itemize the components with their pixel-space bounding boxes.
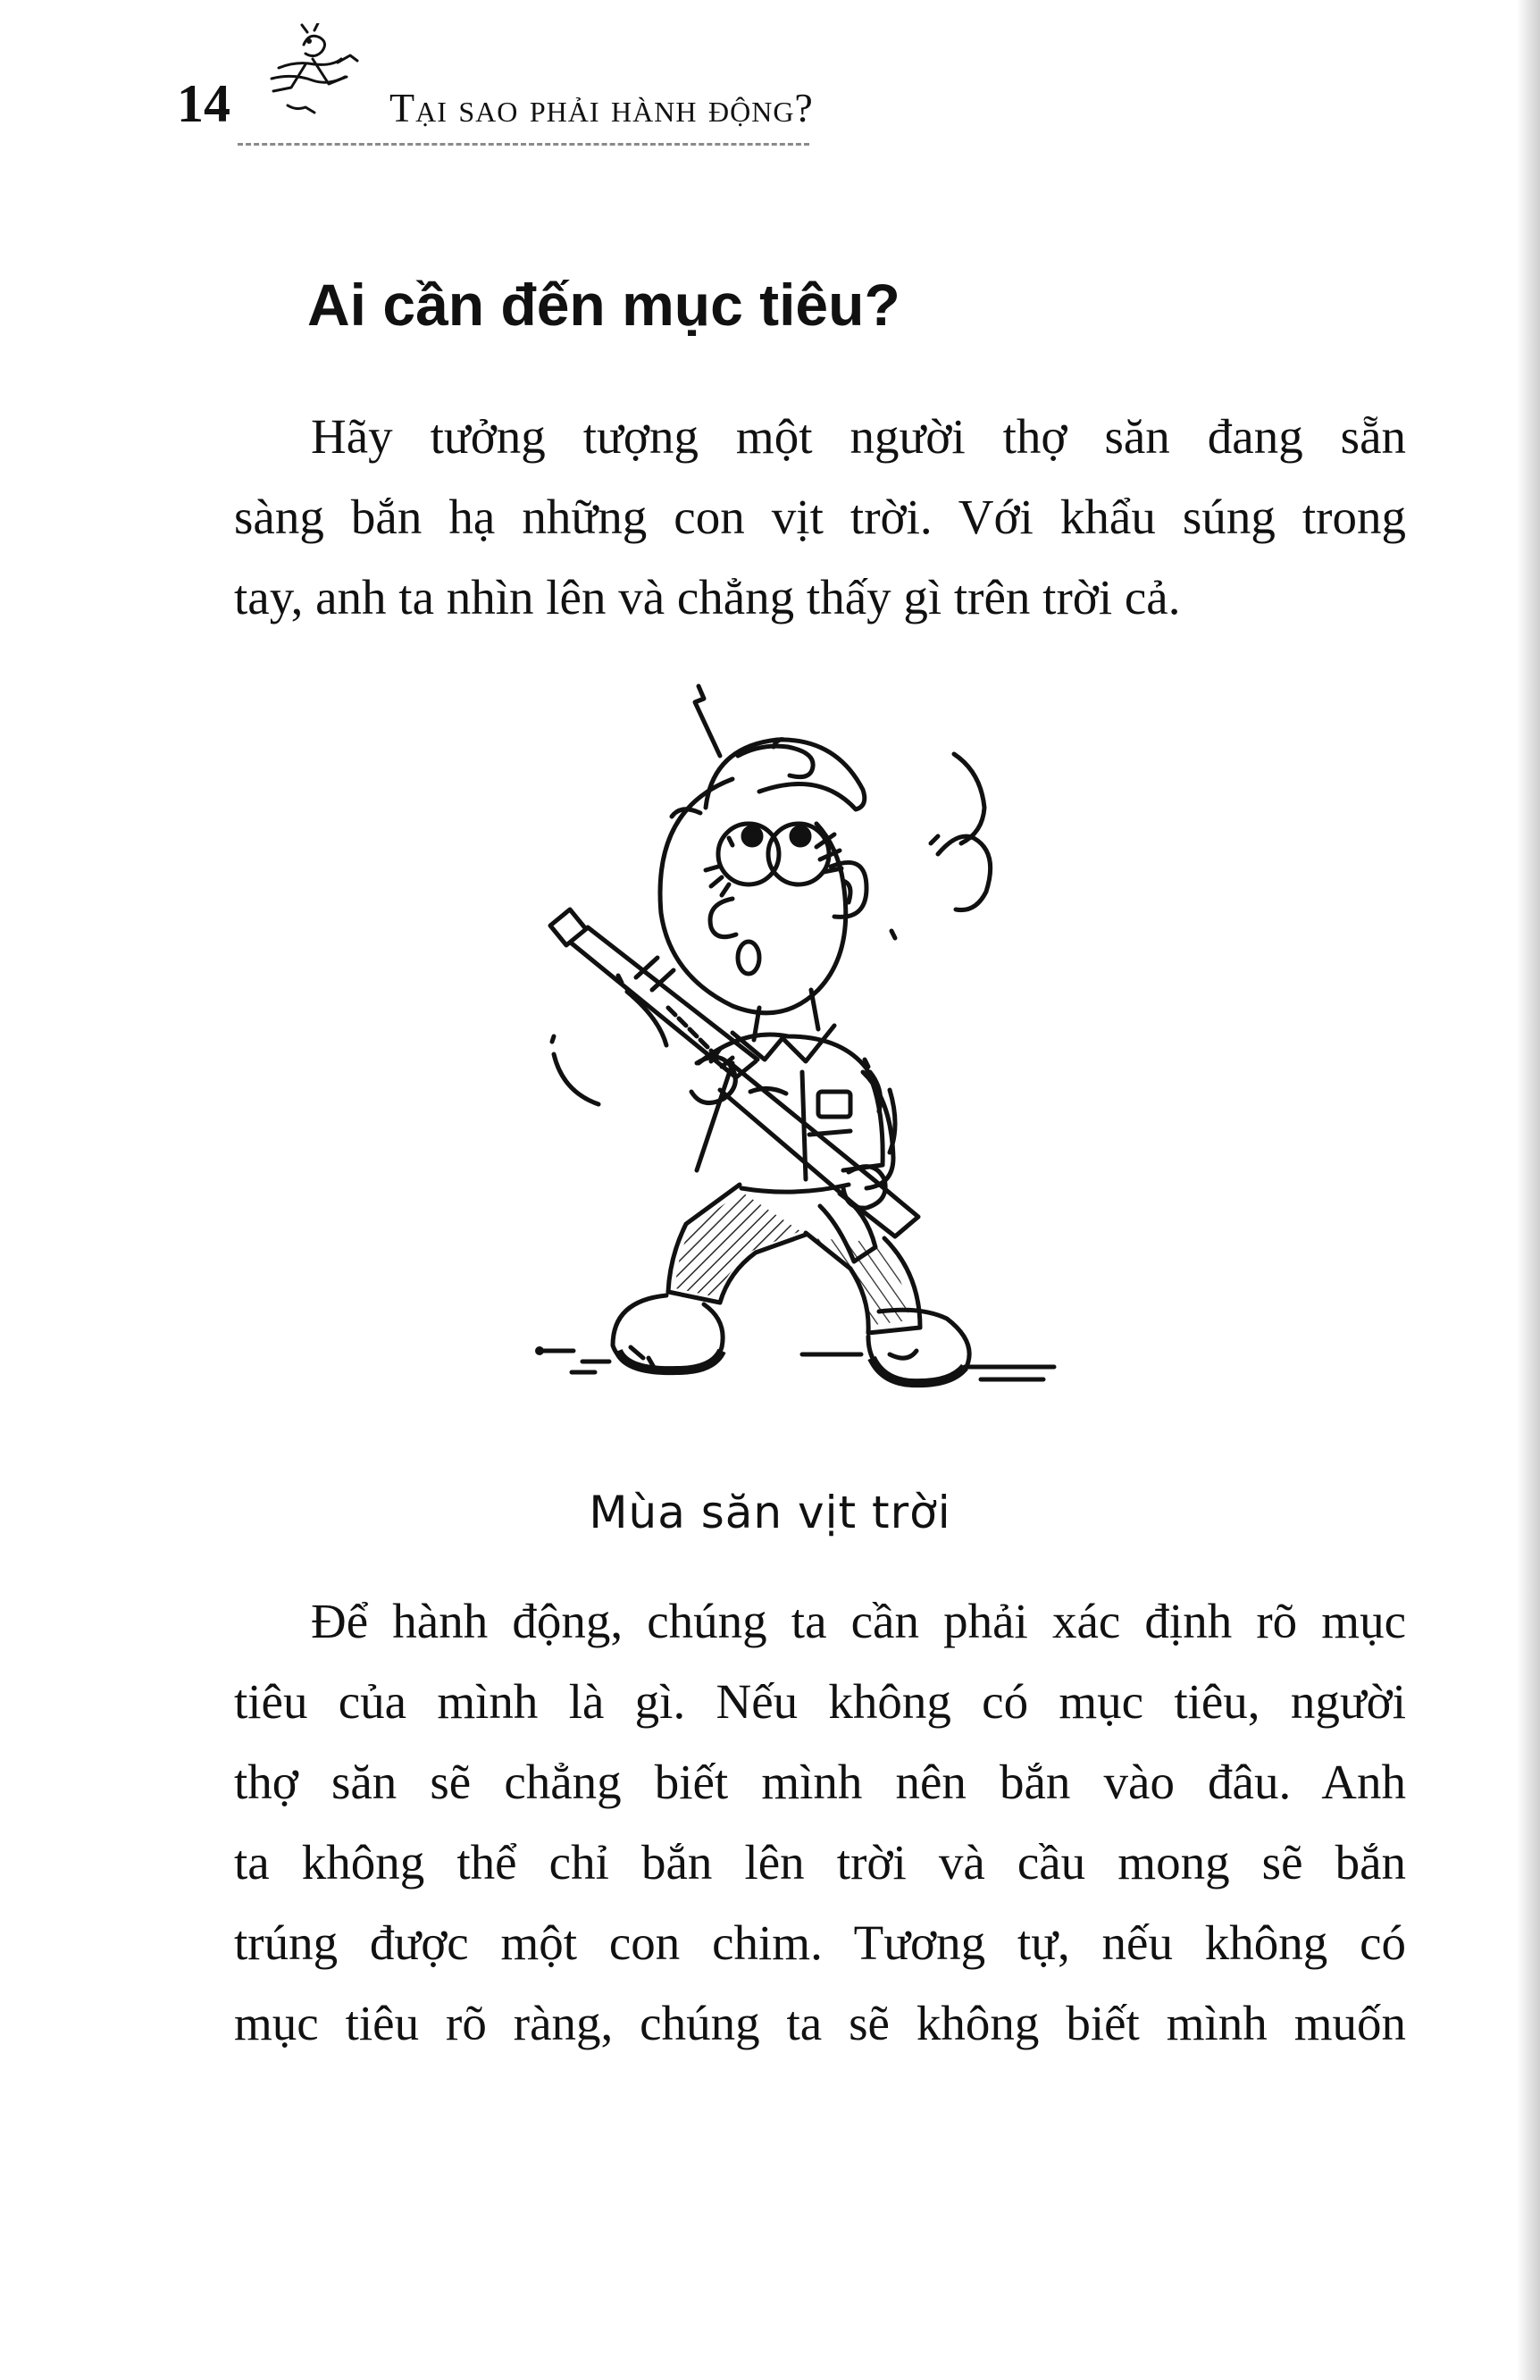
paragraph-body <box>234 1581 1406 2064</box>
text-line: ta không thể chỉ bắn lên trời và cầu mong sẽ bắn <box>234 1835 1406 1890</box>
cap <box>706 740 865 809</box>
section-heading: Ai cần đến mục tiêu? <box>307 272 900 338</box>
paragraph-intro <box>234 397 1406 638</box>
running-title: Tại sao phải hành động? <box>389 85 814 130</box>
motion-mark <box>891 931 895 938</box>
text-line: thợ săn sẽ chẳng biết mình nên bắn vào đâu. Anh <box>234 1755 1406 1809</box>
text-line: Hãy tưởng tượng một người thợ săn đang sẵn <box>311 409 1406 464</box>
header-divider <box>238 143 809 146</box>
ground-line <box>541 1351 609 1372</box>
motion-mark <box>695 686 720 756</box>
head <box>660 779 846 1013</box>
nose <box>710 899 736 937</box>
text-line: sàng bắn hạ những con vịt trời. Với khẩu súng trong <box>234 490 1406 544</box>
text-line: trúng được một con chim. Tương tự, nếu không có <box>234 1915 1406 1970</box>
text-line: Để hành động, chúng ta cần phải xác định rõ mục <box>311 1594 1406 1648</box>
hunter-illustration <box>465 679 1108 1447</box>
text-line: tiêu của mình là gì. Nếu không có mục tiêu, người <box>234 1674 1406 1729</box>
running-figure-logo-icon <box>252 23 368 130</box>
illustration-caption: Mùa săn vịt trời <box>589 1487 951 1538</box>
motion-mark <box>931 836 938 843</box>
motion-mark <box>938 836 991 909</box>
motion-mark <box>729 838 732 845</box>
ground-line <box>802 1354 1054 1379</box>
motion-mark <box>554 1054 598 1104</box>
motion-mark <box>954 754 984 843</box>
logo-eye <box>306 38 312 44</box>
text-line: tay, anh ta nhìn lên và chẳng thấy gì trên trời cả. <box>234 570 1181 624</box>
text-line: mục tiêu rõ ràng, chúng ta sẽ không biết mình muốn <box>234 1996 1406 2050</box>
page-edge-shadow <box>1517 0 1540 2380</box>
page-number: 14 <box>177 74 230 133</box>
ground-dot <box>535 1346 544 1355</box>
motion-mark <box>552 1036 554 1042</box>
mouth <box>738 942 759 974</box>
